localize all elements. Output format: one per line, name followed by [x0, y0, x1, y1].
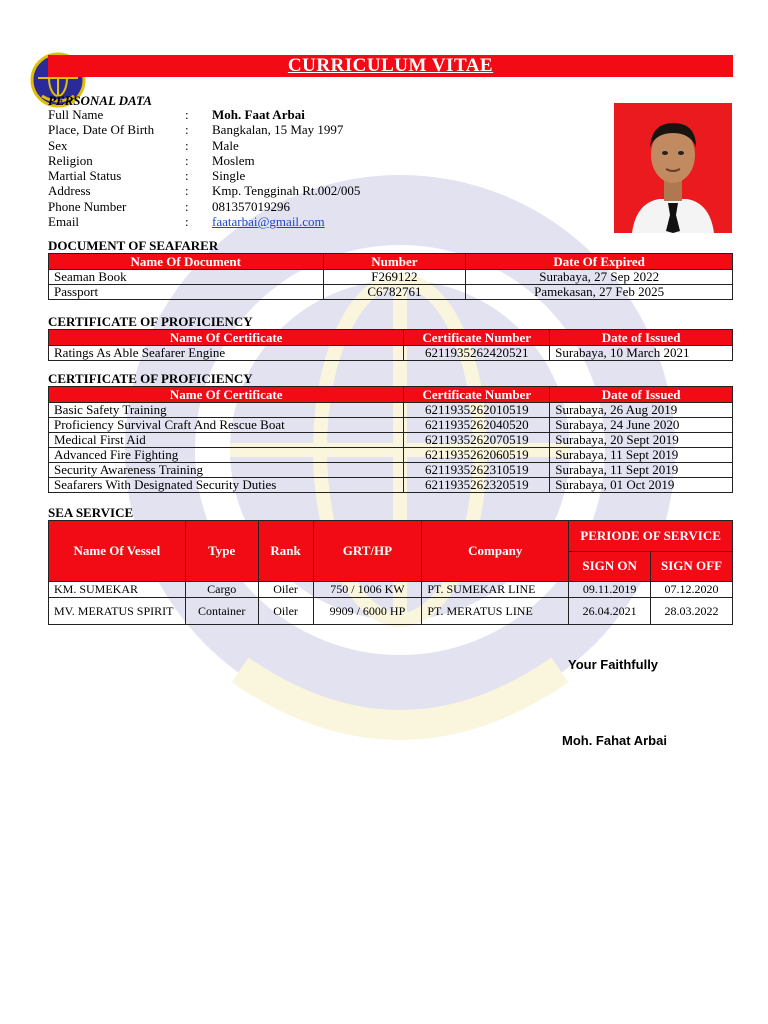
table-cell: 6211935262040520 — [404, 418, 550, 433]
table-header-row — [49, 387, 733, 403]
sea-service-heading: SEA SERVICE — [48, 505, 134, 520]
column-header: GRT/HP — [313, 521, 422, 582]
closing-text: Your Faithfully — [568, 657, 659, 672]
column-header: Rank — [258, 521, 313, 582]
email-link[interactable]: faatarbai@gmail.com — [212, 214, 325, 230]
table-header-row — [49, 330, 733, 346]
table-cell: Pamekasan, 27 Feb 2025 — [466, 285, 733, 300]
documents-table — [48, 253, 733, 300]
person-photo-icon — [614, 103, 732, 233]
field-colon: : — [185, 137, 189, 153]
field-colon: : — [185, 152, 189, 168]
table-cell: Surabaya, 20 Sept 2019 — [550, 433, 733, 448]
table-cell: Surabaya, 11 Sept 2019 — [550, 448, 733, 463]
table-row — [49, 418, 733, 433]
column-header: SIGN ON — [569, 551, 651, 582]
table-row — [49, 478, 733, 493]
page-title: CURRICULUM VITAE — [287, 55, 494, 76]
table-cell: 07.12.2020 — [651, 582, 733, 598]
profile-photo — [614, 103, 732, 233]
field-label: Full Name — [48, 107, 104, 122]
table-cell: Passport — [49, 285, 324, 300]
table-cell: 6211935262060519 — [404, 448, 550, 463]
field-label: Phone Number — [48, 198, 127, 214]
field-value: Moh. Faat Arbai — [212, 107, 305, 122]
table-cell: Seaman Book — [49, 270, 324, 285]
field-label: Email — [48, 214, 80, 230]
table-cell: 6211935262310519 — [404, 463, 550, 478]
title-bar — [48, 55, 733, 77]
table-cell: 9909 / 6000 HP — [313, 598, 422, 625]
field-value: Male — [212, 137, 239, 153]
table-row — [49, 448, 733, 463]
column-header: Name Of Document — [49, 254, 324, 270]
field-label: Address — [48, 183, 91, 199]
column-header: Certificate Number — [404, 330, 550, 346]
column-header: Type — [185, 521, 258, 582]
column-header: PERIODE OF SERVICE — [569, 521, 733, 552]
table-cell: 26.04.2021 — [569, 598, 651, 625]
field-colon: : — [185, 214, 189, 230]
table-header-row — [49, 521, 733, 552]
field-label: Place, Date Of Birth — [48, 122, 155, 138]
table-row — [49, 270, 733, 285]
table-cell: Ratings As Able Seafarer Engine — [49, 346, 404, 361]
column-header: Name Of Certificate — [49, 330, 404, 346]
column-header: Certificate Number — [404, 387, 550, 403]
table-cell: F269122 — [323, 270, 466, 285]
table-cell: 28.03.2022 — [651, 598, 733, 625]
table-cell: MV. MERATUS SPIRIT — [49, 598, 186, 625]
table-row — [49, 346, 733, 361]
field-value: Bangkalan, 15 May 1997 — [212, 122, 344, 138]
field-colon: : — [185, 122, 189, 138]
table-cell: Security Awareness Training — [49, 463, 404, 478]
field-colon: : — [185, 183, 189, 199]
table-cell: 09.11.2019 — [569, 582, 651, 598]
table-cell: Oiler — [258, 582, 313, 598]
table-cell: PT. SUMEKAR LINE — [422, 582, 569, 598]
column-header: SIGN OFF — [651, 551, 733, 582]
table-row — [49, 285, 733, 300]
table-row — [49, 403, 733, 418]
column-header: Number — [323, 254, 466, 270]
table-row — [49, 463, 733, 478]
table-cell: Surabaya, 27 Sep 2022 — [466, 270, 733, 285]
signatory-name: Moh. Fahat Arbai — [562, 733, 667, 748]
column-header: Name Of Certificate — [49, 387, 404, 403]
table-cell: Cargo — [185, 582, 258, 598]
table-cell: Surabaya, 26 Aug 2019 — [550, 403, 733, 418]
table-cell: Proficiency Survival Craft And Rescue Boat — [49, 418, 404, 433]
field-value: Moslem — [212, 152, 255, 168]
field-colon: : — [185, 168, 189, 184]
field-value: Single — [212, 168, 246, 184]
field-colon: : — [185, 198, 189, 214]
table-cell: 6211935262010519 — [404, 403, 550, 418]
table-cell: Container — [185, 598, 258, 625]
table-cell: C6782761 — [323, 285, 466, 300]
table-cell: 750 / 1006 KW — [313, 582, 422, 598]
table-cell: Surabaya, 24 June 2020 — [550, 418, 733, 433]
sea-service-table — [48, 520, 733, 625]
table-row — [49, 433, 733, 448]
table-cell: Surabaya, 01 Oct 2019 — [550, 478, 733, 493]
table-cell: 6211935262070519 — [404, 433, 550, 448]
column-header: Company — [422, 521, 569, 582]
cop1-heading: CERTIFICATE OF PROFICIENCY — [48, 314, 253, 329]
field-value: 081357019296 — [212, 198, 290, 214]
table-header-row — [49, 254, 733, 270]
table-cell: Oiler — [258, 598, 313, 625]
cop2-heading: CERTIFICATE OF PROFICIENCY — [48, 371, 253, 386]
column-header: Date of Issued — [550, 387, 733, 403]
table-cell: Surabaya, 10 March 2021 — [550, 346, 733, 361]
table-cell: KM. SUMEKAR — [49, 582, 186, 598]
field-label: Sex — [48, 137, 68, 153]
table-cell: 6211935262320519 — [404, 478, 550, 493]
field-value: Kmp. Tengginah Rt.002/005 — [212, 183, 361, 199]
field-label: Martial Status — [48, 168, 122, 184]
documents-heading: DOCUMENT OF SEAFARER — [48, 238, 219, 253]
table-cell: Seafarers With Designated Security Duties — [49, 478, 404, 493]
table-cell: Medical First Aid — [49, 433, 404, 448]
cop2-table — [48, 386, 733, 493]
table-cell: PT. MERATUS LINE — [422, 598, 569, 625]
table-cell: Basic Safety Training — [49, 403, 404, 418]
cop1-table — [48, 329, 733, 361]
field-label: Religion — [48, 152, 93, 168]
personal-data-heading: PERSONAL DATA — [48, 93, 152, 108]
field-colon: : — [185, 107, 189, 122]
column-header: Date of Issued — [550, 330, 733, 346]
column-header: Name Of Vessel — [49, 521, 186, 582]
table-row — [49, 598, 733, 625]
table-row — [49, 582, 733, 598]
table-cell: 6211935262420521 — [404, 346, 550, 361]
table-cell: Surabaya, 11 Sept 2019 — [550, 463, 733, 478]
column-header: Date Of Expired — [466, 254, 733, 270]
table-cell: Advanced Fire Fighting — [49, 448, 404, 463]
